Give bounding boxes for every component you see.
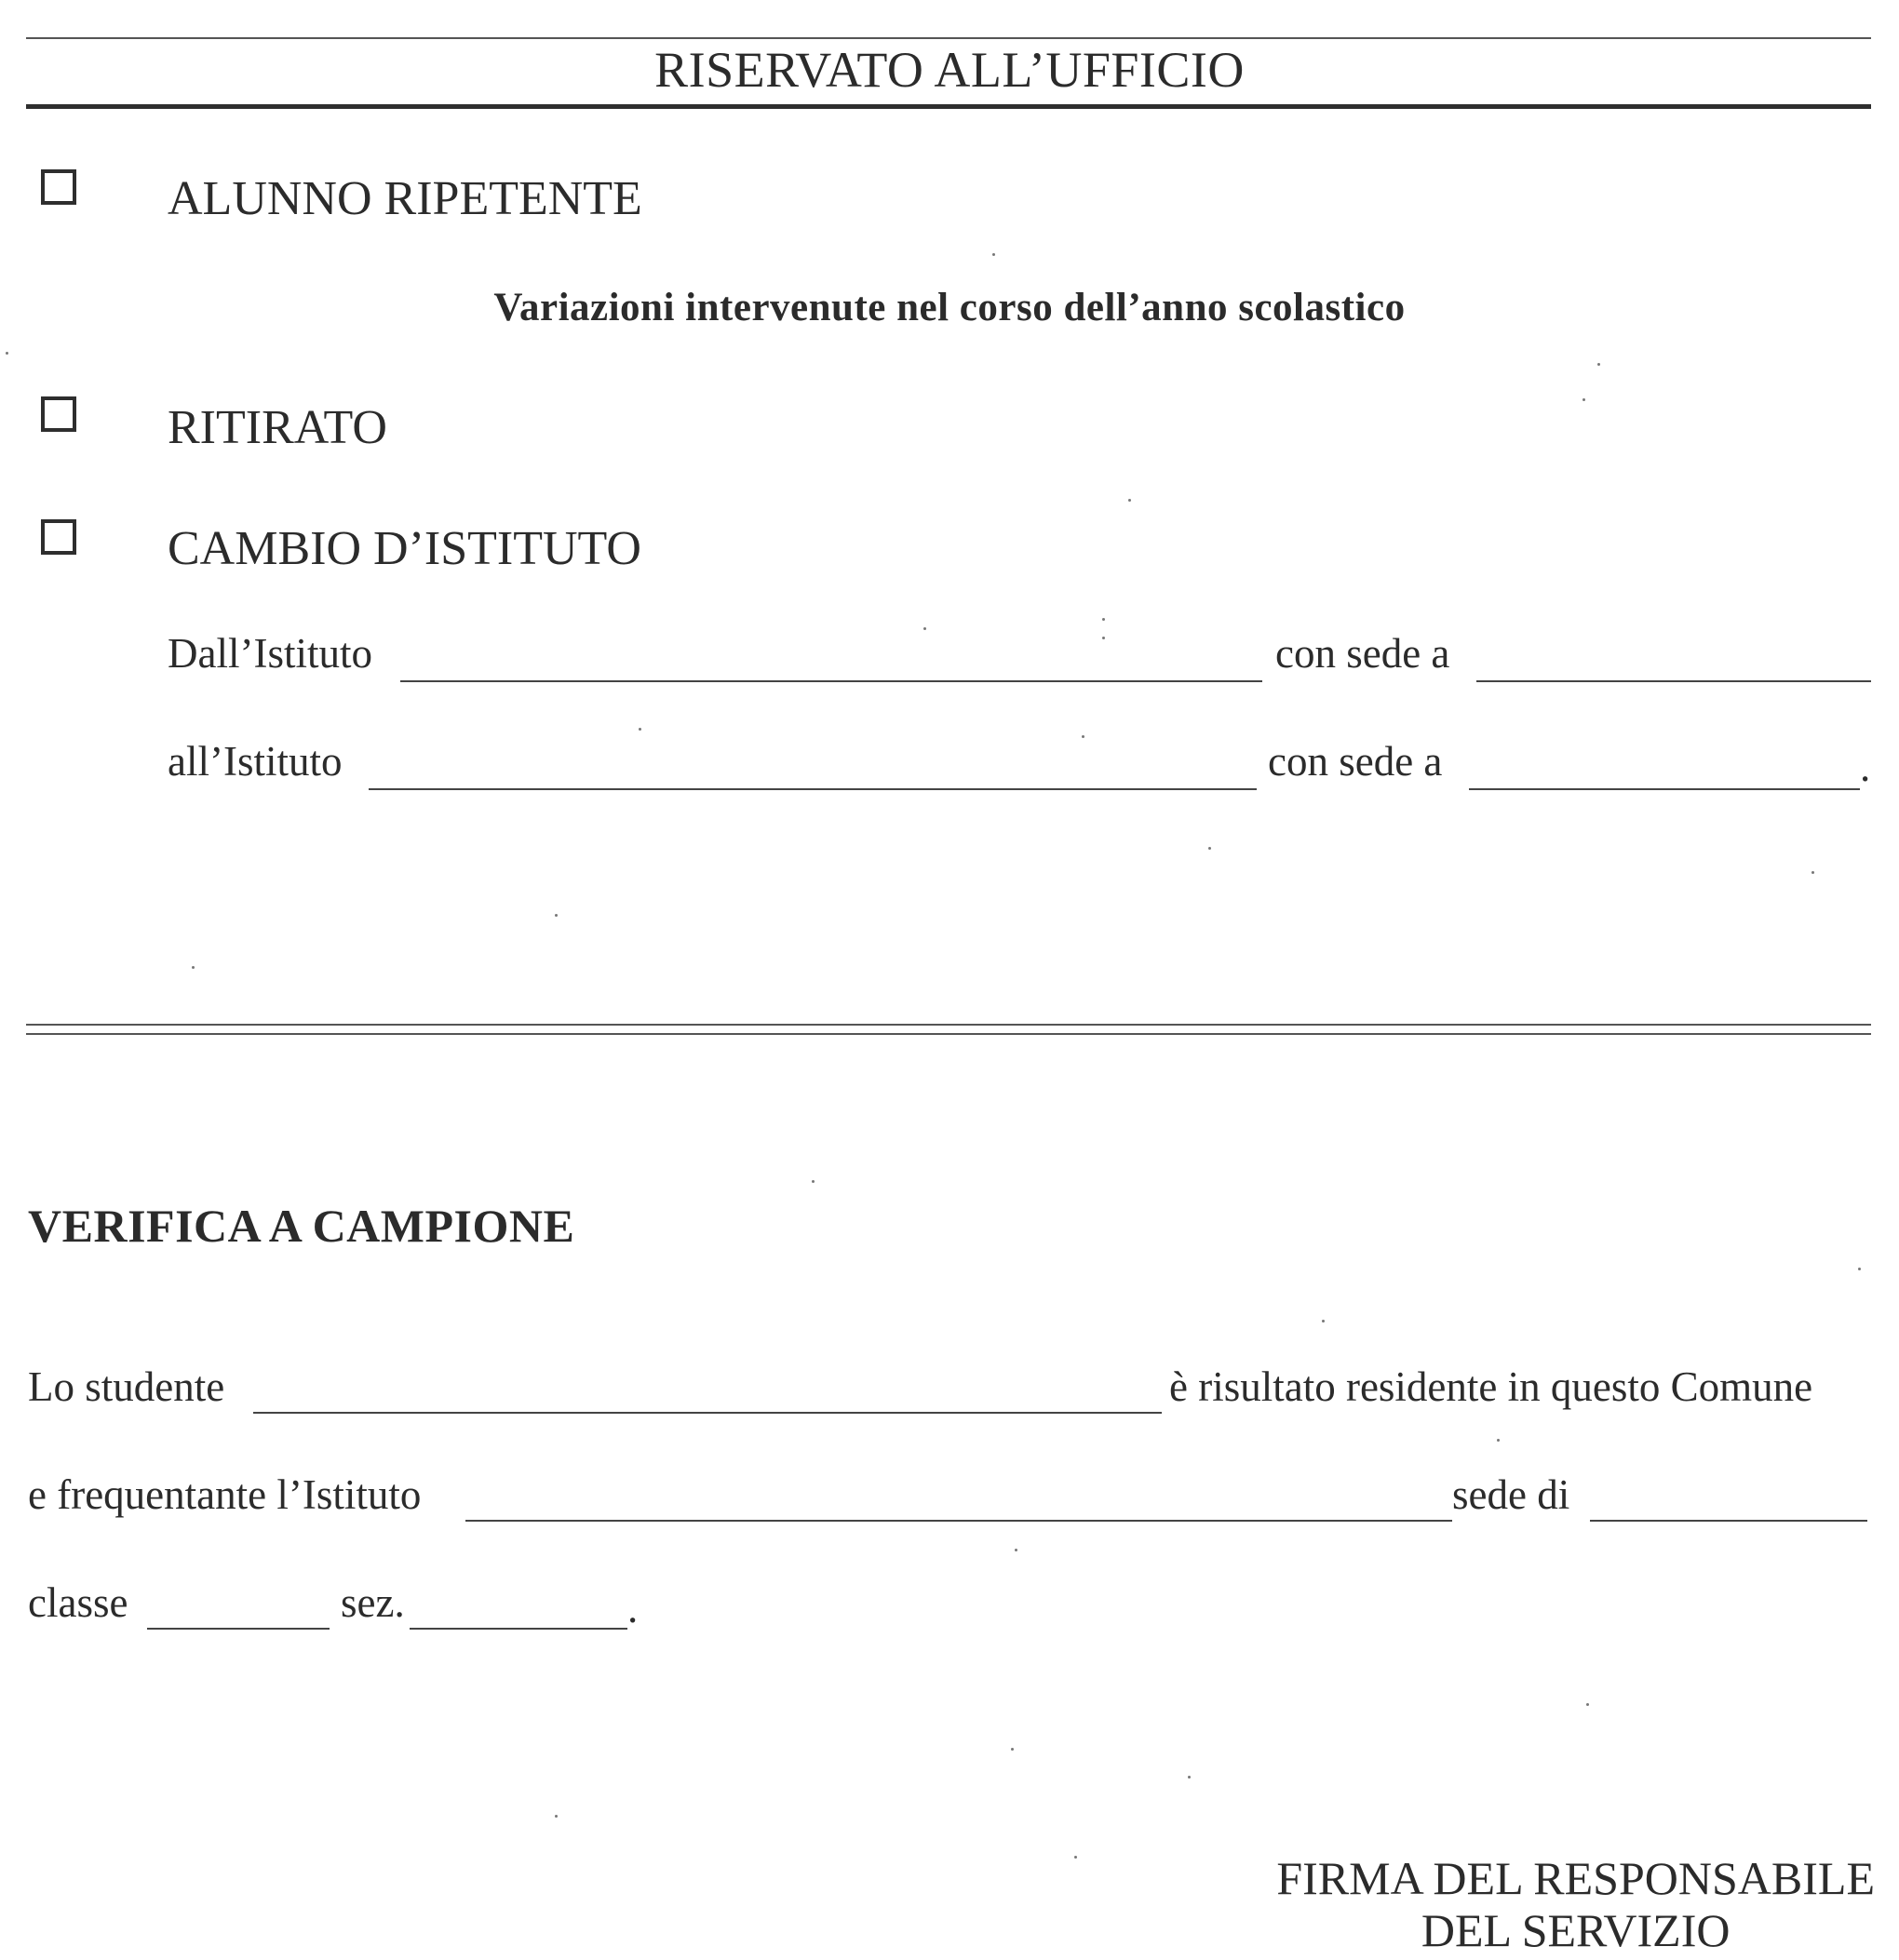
scan-speck xyxy=(1582,398,1585,401)
from-school-field[interactable] xyxy=(400,680,1262,682)
scan-speck xyxy=(812,1180,815,1183)
scan-speck xyxy=(1102,618,1105,621)
verification-heading: VERIFICA A CAMPIONE xyxy=(28,1200,575,1252)
to-school-field[interactable] xyxy=(369,788,1257,790)
scan-speck xyxy=(1011,1748,1014,1751)
scan-speck xyxy=(1128,499,1131,502)
class-field[interactable] xyxy=(147,1628,330,1630)
scan-speck xyxy=(192,966,195,969)
scan-speck xyxy=(1208,847,1211,850)
attending-school-field[interactable] xyxy=(465,1520,1452,1522)
scan-speck xyxy=(1497,1439,1500,1442)
top-rule xyxy=(26,37,1871,39)
to-school-label: all’Istituto xyxy=(168,738,343,785)
class-label: classe xyxy=(28,1579,128,1626)
repeater-checkbox[interactable] xyxy=(41,169,76,205)
withdrawn-checkbox[interactable] xyxy=(41,396,76,432)
school-change-label: CAMBIO D’ISTITUTO xyxy=(168,522,641,575)
section-label: sez. xyxy=(341,1579,405,1626)
scan-speck xyxy=(555,1815,558,1818)
to-seat-label: con sede a xyxy=(1268,738,1443,785)
separator-bottom-line xyxy=(26,1033,1871,1035)
header-rule xyxy=(26,104,1871,109)
student-label: Lo studente xyxy=(28,1363,225,1410)
withdrawn-label: RITIRATO xyxy=(168,401,387,454)
scan-speck xyxy=(1811,871,1814,874)
resident-text: è risultato residente in questo Comune xyxy=(1169,1363,1813,1410)
scan-speck xyxy=(992,253,995,256)
period-mark: . xyxy=(627,1585,639,1631)
scan-speck xyxy=(639,728,641,731)
scan-speck xyxy=(6,352,8,355)
scan-speck xyxy=(1586,1703,1589,1706)
school-change-checkbox[interactable] xyxy=(41,519,76,555)
to-seat-field[interactable] xyxy=(1469,788,1860,790)
scan-speck xyxy=(1188,1776,1191,1779)
period-mark: . xyxy=(1860,744,1871,790)
seat-label: sede di xyxy=(1452,1471,1570,1518)
scan-speck xyxy=(555,914,558,917)
from-seat-field[interactable] xyxy=(1476,680,1871,682)
section-field[interactable] xyxy=(410,1628,627,1630)
signature-block xyxy=(1276,1852,1875,1956)
student-field[interactable] xyxy=(253,1412,1162,1414)
signature-line-2: DEL SERVIZIO xyxy=(1421,1904,1731,1956)
page-title: RISERVATO ALL’UFFICIO xyxy=(654,42,1245,98)
from-school-label: Dall’Istituto xyxy=(168,630,372,677)
scan-speck xyxy=(923,627,926,630)
scan-speck xyxy=(1858,1268,1861,1270)
scan-speck xyxy=(1015,1549,1017,1551)
variations-heading: Variazioni intervenute nel corso dell’anno scolastico xyxy=(493,286,1406,329)
seat-field[interactable] xyxy=(1590,1520,1867,1522)
scan-speck xyxy=(1322,1320,1325,1322)
repeater-label: ALUNNO RIPETENTE xyxy=(168,172,642,225)
signature-line-1: FIRMA DEL RESPONSABILE xyxy=(1276,1852,1875,1904)
scan-speck xyxy=(1102,637,1105,639)
scan-speck xyxy=(1597,363,1600,366)
attending-label: e frequentante l’Istituto xyxy=(28,1471,422,1518)
separator-top-line xyxy=(26,1024,1871,1026)
scan-speck xyxy=(1082,735,1084,738)
scan-speck xyxy=(1074,1856,1077,1859)
from-seat-label: con sede a xyxy=(1275,630,1450,677)
